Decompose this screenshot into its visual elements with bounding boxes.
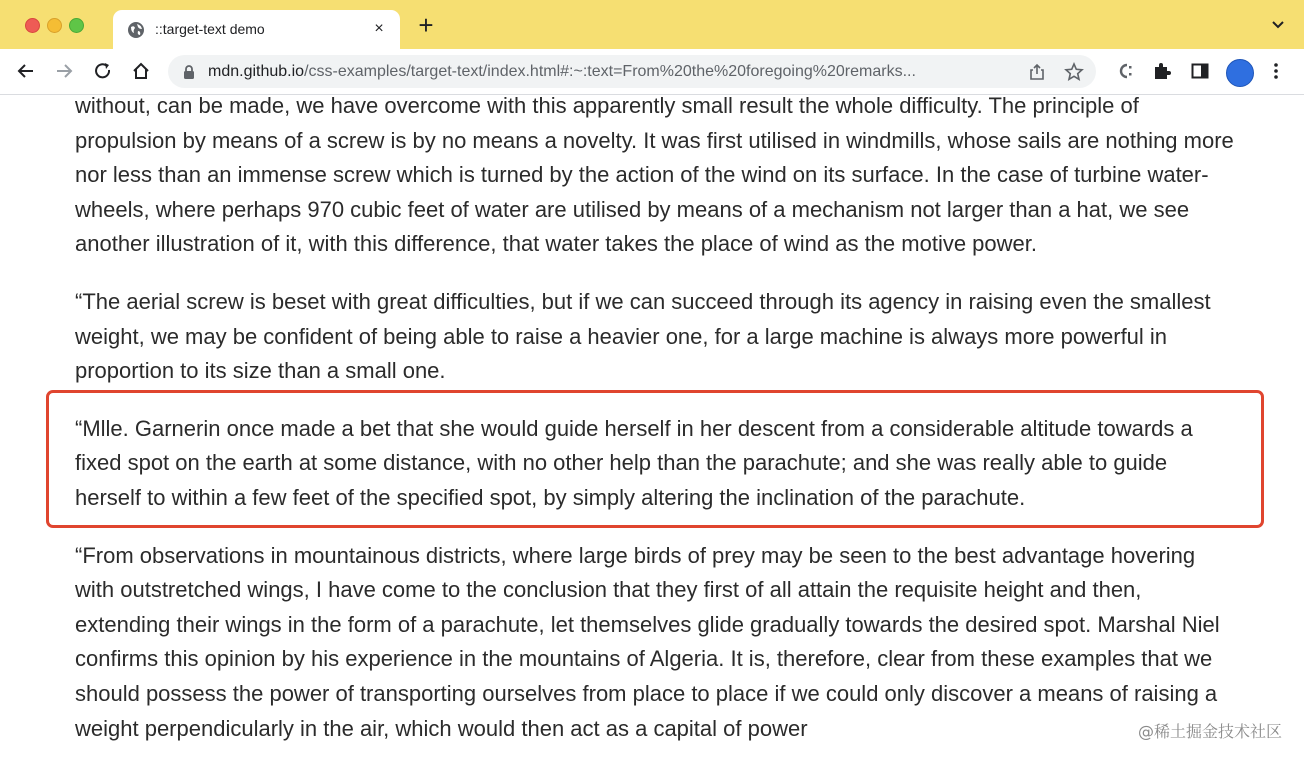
- paragraph-4: “From observations in mountainous districts, where large birds of prey may be seen to the best advantage hovering with outstretched wings, I have come to the conclusion that they first of all attain the requisite height and then, extending their wings in the form of a parachute, let themselves glide gradually towards the desired spot. Marshal Niel confirms this opinion by his experience in the mountains of Algeria. It is, therefore, clear from these examples that we should possess the power of transporting ourselves from place to place if we could only discover a means of raising a weight perpendicularly in the air, which would then act as a capital of power: [75, 542, 1220, 741]
- url-text[interactable]: [208, 63, 1013, 81]
- paragraph-2: “The aerial screw is beset with great difficulties, but if we can succeed through its agency in raising even the smallest weight, we may be confident of being able to raise a heavier one, for a large machine is always more powerful in proportion to its size than a small one.: [75, 288, 1211, 384]
- window-close-button[interactable]: [25, 18, 40, 33]
- target-text-highlight: “Mlle. Garnerin once made a bet that she would guide herself in her descent from a considerable altitude towards a fixed spot on the earth at some distance, with no other help than the parachute; and she was really able to guide herself to within a few feet of the specified spot, by simply altering the inclination of the parachute.: [75, 412, 1235, 516]
- home-icon[interactable]: [131, 61, 151, 81]
- chevron-down-icon[interactable]: [1270, 17, 1286, 33]
- globe-icon: [127, 21, 145, 39]
- side-panel-icon[interactable]: [1190, 61, 1210, 81]
- extension-c-icon[interactable]: [1114, 61, 1136, 81]
- star-icon[interactable]: [1064, 62, 1084, 82]
- kebab-menu-icon[interactable]: [1268, 61, 1284, 81]
- extensions-puzzle-icon[interactable]: [1152, 61, 1172, 81]
- tab-title: ::target-text demo: [155, 21, 265, 37]
- tab-active[interactable]: [113, 10, 400, 49]
- lock-icon: [182, 64, 196, 80]
- toolbar: [0, 49, 1304, 95]
- page-content: [0, 95, 1304, 762]
- back-icon[interactable]: [16, 61, 36, 81]
- share-icon[interactable]: [1028, 63, 1046, 81]
- watermark: @稀土掘金技术社区: [1137, 722, 1282, 741]
- url-host: mdn.github.io: [208, 63, 305, 80]
- address-bar[interactable]: [168, 55, 1096, 88]
- tab-strip: [0, 0, 1304, 49]
- profile-avatar[interactable]: [1226, 59, 1254, 87]
- reload-icon[interactable]: [93, 61, 113, 81]
- forward-icon[interactable]: [54, 61, 74, 81]
- window-minimize-button[interactable]: [47, 18, 62, 33]
- window-maximize-button[interactable]: [69, 18, 84, 33]
- url-path: /css-examples/target-text/index.html#:~:text=From%20the%20foregoing%20remarks...: [304, 63, 916, 80]
- new-tab-button[interactable]: +: [418, 10, 434, 40]
- paragraph-1: without, can be made, we have overcome with this apparently small result the whole difficulty. The principle of propulsion by means of a screw is by no means a novelty. It was first utilised in windmills, whose sails are nothing more nor less than an immense screw which is turned by the action of the wind on its surface. In the case of turbine water-wheels, where perhaps 970 cubic feet of water are utilised by means of a mechanism not larger than a hat, we see another illustration of it, with this difference, that water takes the place of wind as the motive power.: [75, 95, 1234, 257]
- tab-close-icon[interactable]: ×: [374, 20, 384, 37]
- article: [75, 95, 1235, 762]
